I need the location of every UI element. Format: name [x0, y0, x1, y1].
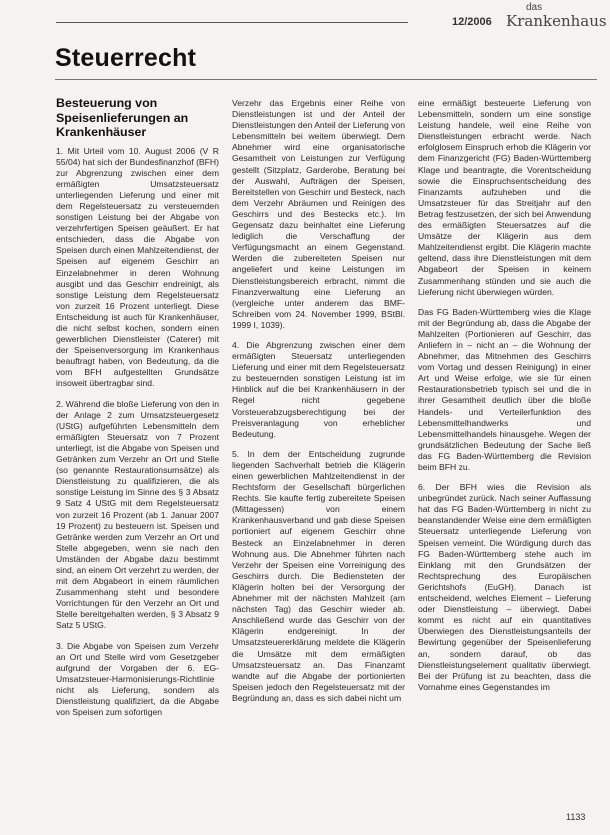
column-1 [56, 96, 219, 806]
header-rule [56, 22, 408, 23]
section-rule [55, 79, 597, 80]
issue-number: 12/2006 [452, 16, 492, 28]
paragraph: 4. Die Abgrenzung zwischen einer dem ermäßigten Steuersatz unterliegenden Lieferung und einer mit dem Regelsteuersatz zu besteuernden sonstigen Leistung ist im Hinblick auf die bei Krankenhäusern in der Regel nicht gegebene Vorsteuerabzugsberechtigung bei der Preisveranlagung von erheblicher Bedeutung. [232, 339, 405, 439]
paragraph: Verzehr das Ergebnis einer Reihe von Dienstleistungen ist und der Anteil der Dienstleistungen den Anteil der Lieferung von Lebensmitteln bei weitem überwiegt. Dem Abnehmer wird eine organisatorische Gesamtheit von Leistungen zur Verfügung gestellt (Sitzplatz, Garderobe, Beratung bei der Auswahl, Aufträgen der Speisen, Bereitstellen von Geschirr und Besteck, nach dem Verzehr Abräumen und Reinigen des Geschirrs und des Bestecks etc.). Im Gegensatz dazu beinhaltet eine Lieferung lediglich die Verschaffung der Verfügungsmacht an einem Gegenstand. Werden die zubereiteten Speisen nur angeliefert und keine Leistungen im Dienstleistungsbereich erbracht, nimmt die Finanzverwaltung eine Lieferung an (vergleiche unter anderem das BMF-Schreiben vom 24. November 1999, BStBl. 1999 I, 1039). [232, 98, 405, 330]
logo-das: das [526, 2, 543, 13]
paragraph: 6. Der BFH wies die Revision als unbegründet zurück. Nach seiner Auffassung hat das FG Baden-Württemberg in nicht zu beanstandender Weise eine dem ermäßigten Steuersatz unterliegende Lieferung von Speisen verneint. Die Würdigung durch das FG Baden-Württemberg stehe auch im Einklang mit den Grundsätzen der Rechtsprechung des Europäischen Gerichtshofs (EuGH). Danach ist entscheidend, welches Element – Lieferung oder Dienstleistung – überwiegt. Dabei kommt es nicht auf ein quantitatives Überwiegen des Dienstleistungsanteils der Bewirtung gegenüber der Speisenlieferung an, sondern darauf, ob das Dienstleistungselement qualitativ überwiegt. Bei der Prüfung ist zu beachten, dass die Vornahme eines Gegenstandes im [418, 482, 591, 692]
article-title: Besteuerung von Speisenlieferungen an Krankenhäuser [56, 96, 189, 139]
paragraph: 3. Die Abgabe von Speisen zum Verzehr an Ort und Stelle wird vom Gesetzgeber aufgrund der Vorgaben der 6. EG-Umsatzsteuer-Harmonisierungs-Richtlinie nicht als Lieferung, sondern als Dienstleistung qualifiziert, da die Abgabe von Speisen zum sofortigen [56, 640, 219, 718]
paragraph: 1. Mit Urteil vom 10. August 2006 (V R 55/04) hat sich der Bundesfinanzhof (BFH) zur Abgrenzung zwischen einer dem ermäßigten Umsatzsteuersatz unterliegenden Lieferung und einer mit dem Regelsteuersatz zu versteuernden sonstigen Leistung bei der Abgabe von verzehrfertigen Speisen geäußert. Er hat entschieden, dass die Abgabe von Speisen durch einen Mahlzeitendienst, der Speisen auf eigenem Geschirr an Einzelabnehmer in deren Wohnung ausgibt und das Geschirr endreinigt, als sonstige Leistung dem Regelsteuersatz von zurzeit 16 Prozent unterliegt. Diese Entscheidung ist auch für Krankenhäuser, die nicht selbst kochen, sondern einen gewerblichen Dienstleister (Caterer) mit der Speisenversorgung im Krankenhaus beauftragt haben, von Bedeutung, da die vom BFH aufgestellten Grundsätze insoweit übertragbar sind. [56, 145, 219, 389]
page-number: 1133 [566, 812, 586, 822]
paragraph: 2. Während die bloße Lieferung von den in der Anlage 2 zum Umsatzsteuergesetz (UStG) aufgeführten Lebensmitteln dem ermäßigten Steuersatz von 7 Prozent unterliegt, ist die Abgabe von Speisen und Getränken zum Verzehr an Ort und Stelle (so genannte Restaurationsumsätze) als Dienstleistung zu qualifizieren, die als sonstige Leistung im Sinne des § 3 Absatz 9 Satz 4 UStG mit dem Regelsteuersatz von zurzeit 16 Prozent (ab 1. Januar 2007 19 Prozent) zu besteuern ist. Speisen und Getränke werden zum Verzehr an Ort und Stelle abgegeben, wenn sie nach den Umständen der Abgabe dazu bestimmt sind, an einem Ort verzehrt zu werden, der mit dem Abgabeort in einem räumlichen Zusammenhang steht und besondere Vorrichtungen für den Verzehr an Ort und Stelle bereitgehalten werden, § 3 Absatz 9 Satz 5 UStG. [56, 398, 219, 631]
column-3 [418, 98, 591, 808]
paragraph: 5. In dem der Entscheidung zugrunde liegenden Sachverhalt betrieb die Klägerin einen gewerblichen Mahlzeitendienst in der Rechtsform der Gesellschaft bürgerlichen Rechts. Sie kaufte fertig zubereitete Speisen (Mittagessen) von einem Krankenhausverband und gab diese Speisen portioniert auf eigenem Geschirr ohne Besteck an Einzelabnehmer in deren Wohnung aus. Die Abnehmer führten nach Verzehr der Speisen eine Vorreinigung des Geschirrs durch. Die Bediensteten der Klägerin holten bei der Versorgung der Abnehmer mit der nächsten Mahlzeit (am nächsten Tag) das Geschirr wieder ab. Anschließend wurde das Geschirr von der Klägerin endgereinigt. In der Umsatzsteuererklärung meldete die Klägerin die Umsätze mit dem ermäßigten Umsatzsteuersatz an. Das Finanzamt wandte auf die Abgabe der portionierten Speisen jedoch den Regelsteuersatz mit der Begründung an, dass es sich dabei nicht um [232, 448, 405, 703]
magazine-logo [506, 2, 607, 36]
paragraph: Das FG Baden-Württemberg wies die Klage mit der Begründung ab, dass die Abgabe der Mahlzeiten (Portionieren auf Geschirr, das Anliefern in – nicht an – die Wohnung der Abnehmer, das Mitnehmen des Geschirrs vom Vortag und dessen Reinigung) in einer Art und Weise erfolge, wie sie für einen Restaurationsbetrieb typisch sei und die in ihrer Gesamtheit deutlich über die bloße Handels- und Verteilerfunktion des Lebensmittelhandwerks und Lebensmittelhandels hinausgehe. Wegen der grundsätzlichen Bedeutung der Sache ließ das FG Baden-Württemberg die Revision beim BFH zu. [418, 306, 591, 472]
paragraph: eine ermäßigt besteuerte Lieferung von Lebensmitteln, sondern um eine sonstige Leistung handele, weil eine Reihe von Dienstleistungen erbracht werde. Nach erfolglosem Einspruch erhob die Klägerin vor dem Finanzgericht (FG) Baden-Württemberg Klage und beantragte, die Vorentscheidung sowie die Einspruchsentscheidung des Finanzamts aufzuheben und die Umsatzsteuer für das Streitjahr auf den Betrag festzusetzen, der sich bei Anwendung des ermäßigten Steuersatzes auf die Umsätze der Klägerin aus dem Mahlzeitendienst ergibt. Die Klägerin machte geltend, dass ihre Dienstleistungen mit dem Abgabeort der Speisen in keinem Zusammenhang stünden und sie auch die Lieferung nicht überwiegen würden. [418, 98, 591, 297]
column-2 [232, 98, 405, 808]
section-title: Steuerrecht [55, 44, 197, 72]
logo-name: Krankenhaus [506, 12, 607, 30]
